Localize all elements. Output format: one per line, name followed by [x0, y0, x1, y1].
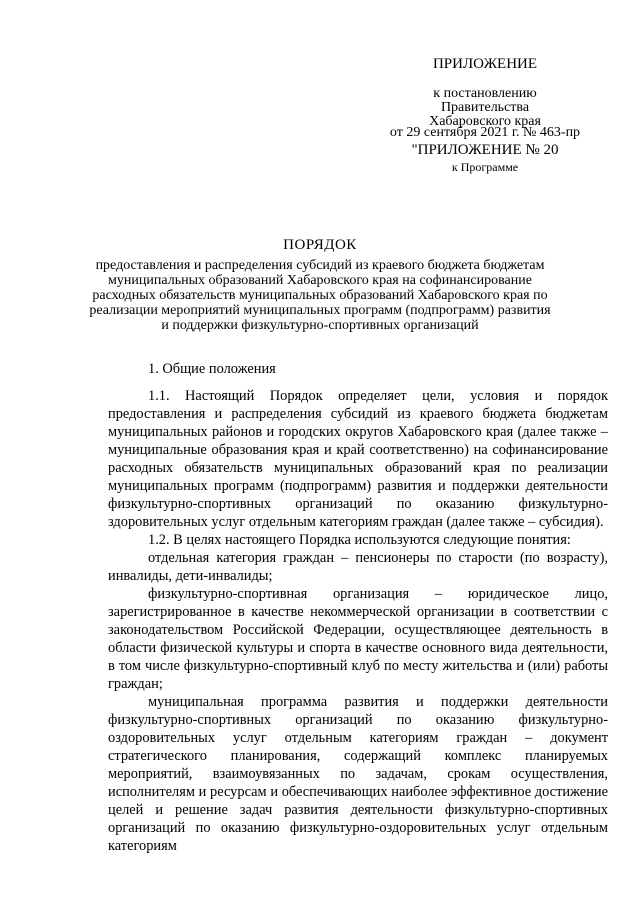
document-subtitle	[80, 258, 560, 333]
appendix-line: Хабаровского края	[429, 114, 541, 129]
document-body	[108, 360, 608, 855]
subtitle-line: расходных обязательств муниципальных образований Хабаровского края по	[92, 288, 548, 303]
paragraph: отдельная категория граждан – пенсионеры по старости (по возрасту), инвалиды, дети-инвалиды;	[108, 550, 608, 584]
subtitle-line: и поддержки физкультурно-спортивных организаций	[161, 318, 479, 333]
appendix-line: Правительства	[440, 100, 530, 115]
appendix-line: к постановлению	[433, 86, 537, 101]
section-heading: 1. Общие положения	[148, 361, 276, 377]
paragraph: физкультурно-спортивная организация – юридическое лицо, зарегистрированное в качестве некоммерческой организации в соответствии с законодательством Российской Федерации, осуществляющее деятельность в области физической культуры и спорта в качестве основного вида деятельности, в том числе физкультурно-спортивный клуб по месту жительства и (или) работы граждан;	[108, 586, 608, 692]
document-title: ПОРЯДОК	[283, 237, 357, 253]
appendix-date-line: от 29 сентября 2021 г. № 463-пр	[389, 125, 581, 140]
paragraph: 1.2. В целях настоящего Порядка используются следующие понятия:	[148, 532, 571, 548]
appendix-line: к Программе	[451, 160, 519, 174]
paragraph: муниципальная программа развития и поддержки деятельности физкультурно-спортивных организаций по оказанию физкультурно-оздоровительных услуг отдельным категориям граждан – документ стратегического планирования, содержащий комплекс планируемых мероприятий, взаимоувязанных по задачам, срокам осуществления, исполнителям и ресурсам и обеспечивающих наиболее эффективное достижение целей и решение задач развития деятельности физкультурно-спортивных организаций по оказанию физкультурно-оздоровительных услуг отдельным категориям	[108, 694, 608, 854]
subtitle-line: реализации мероприятий муниципальных программ (подпрограмм) развития	[89, 303, 551, 318]
appendix-subheading: "ПРИЛОЖЕНИЕ № 20	[411, 142, 559, 158]
subtitle-line: предоставления и распределения субсидий из краевого бюджета бюджетам	[95, 258, 545, 273]
subtitle-line: муниципальных образований Хабаровского края на софинансирование	[108, 273, 532, 288]
appendix-heading: ПРИЛОЖЕНИЕ	[432, 56, 538, 72]
paragraph: 1.1. Настоящий Порядок определяет цели, условия и порядок предоставления и распределения субсидий из краевого бюджета бюджетам муниципальных районов и городских округов Хабаровского края (далее также – муниципальные образования края и край соответственно) на софинансирование расходных обязательств муниципальных образований края по реализации муниципальных программ (подпрограмм) развития и поддержки деятельности физкультурно-спортивных организаций по оказанию физкультурно-здоровительных услуг отдельным категориям граждан (далее также – субсидия).	[108, 388, 608, 530]
